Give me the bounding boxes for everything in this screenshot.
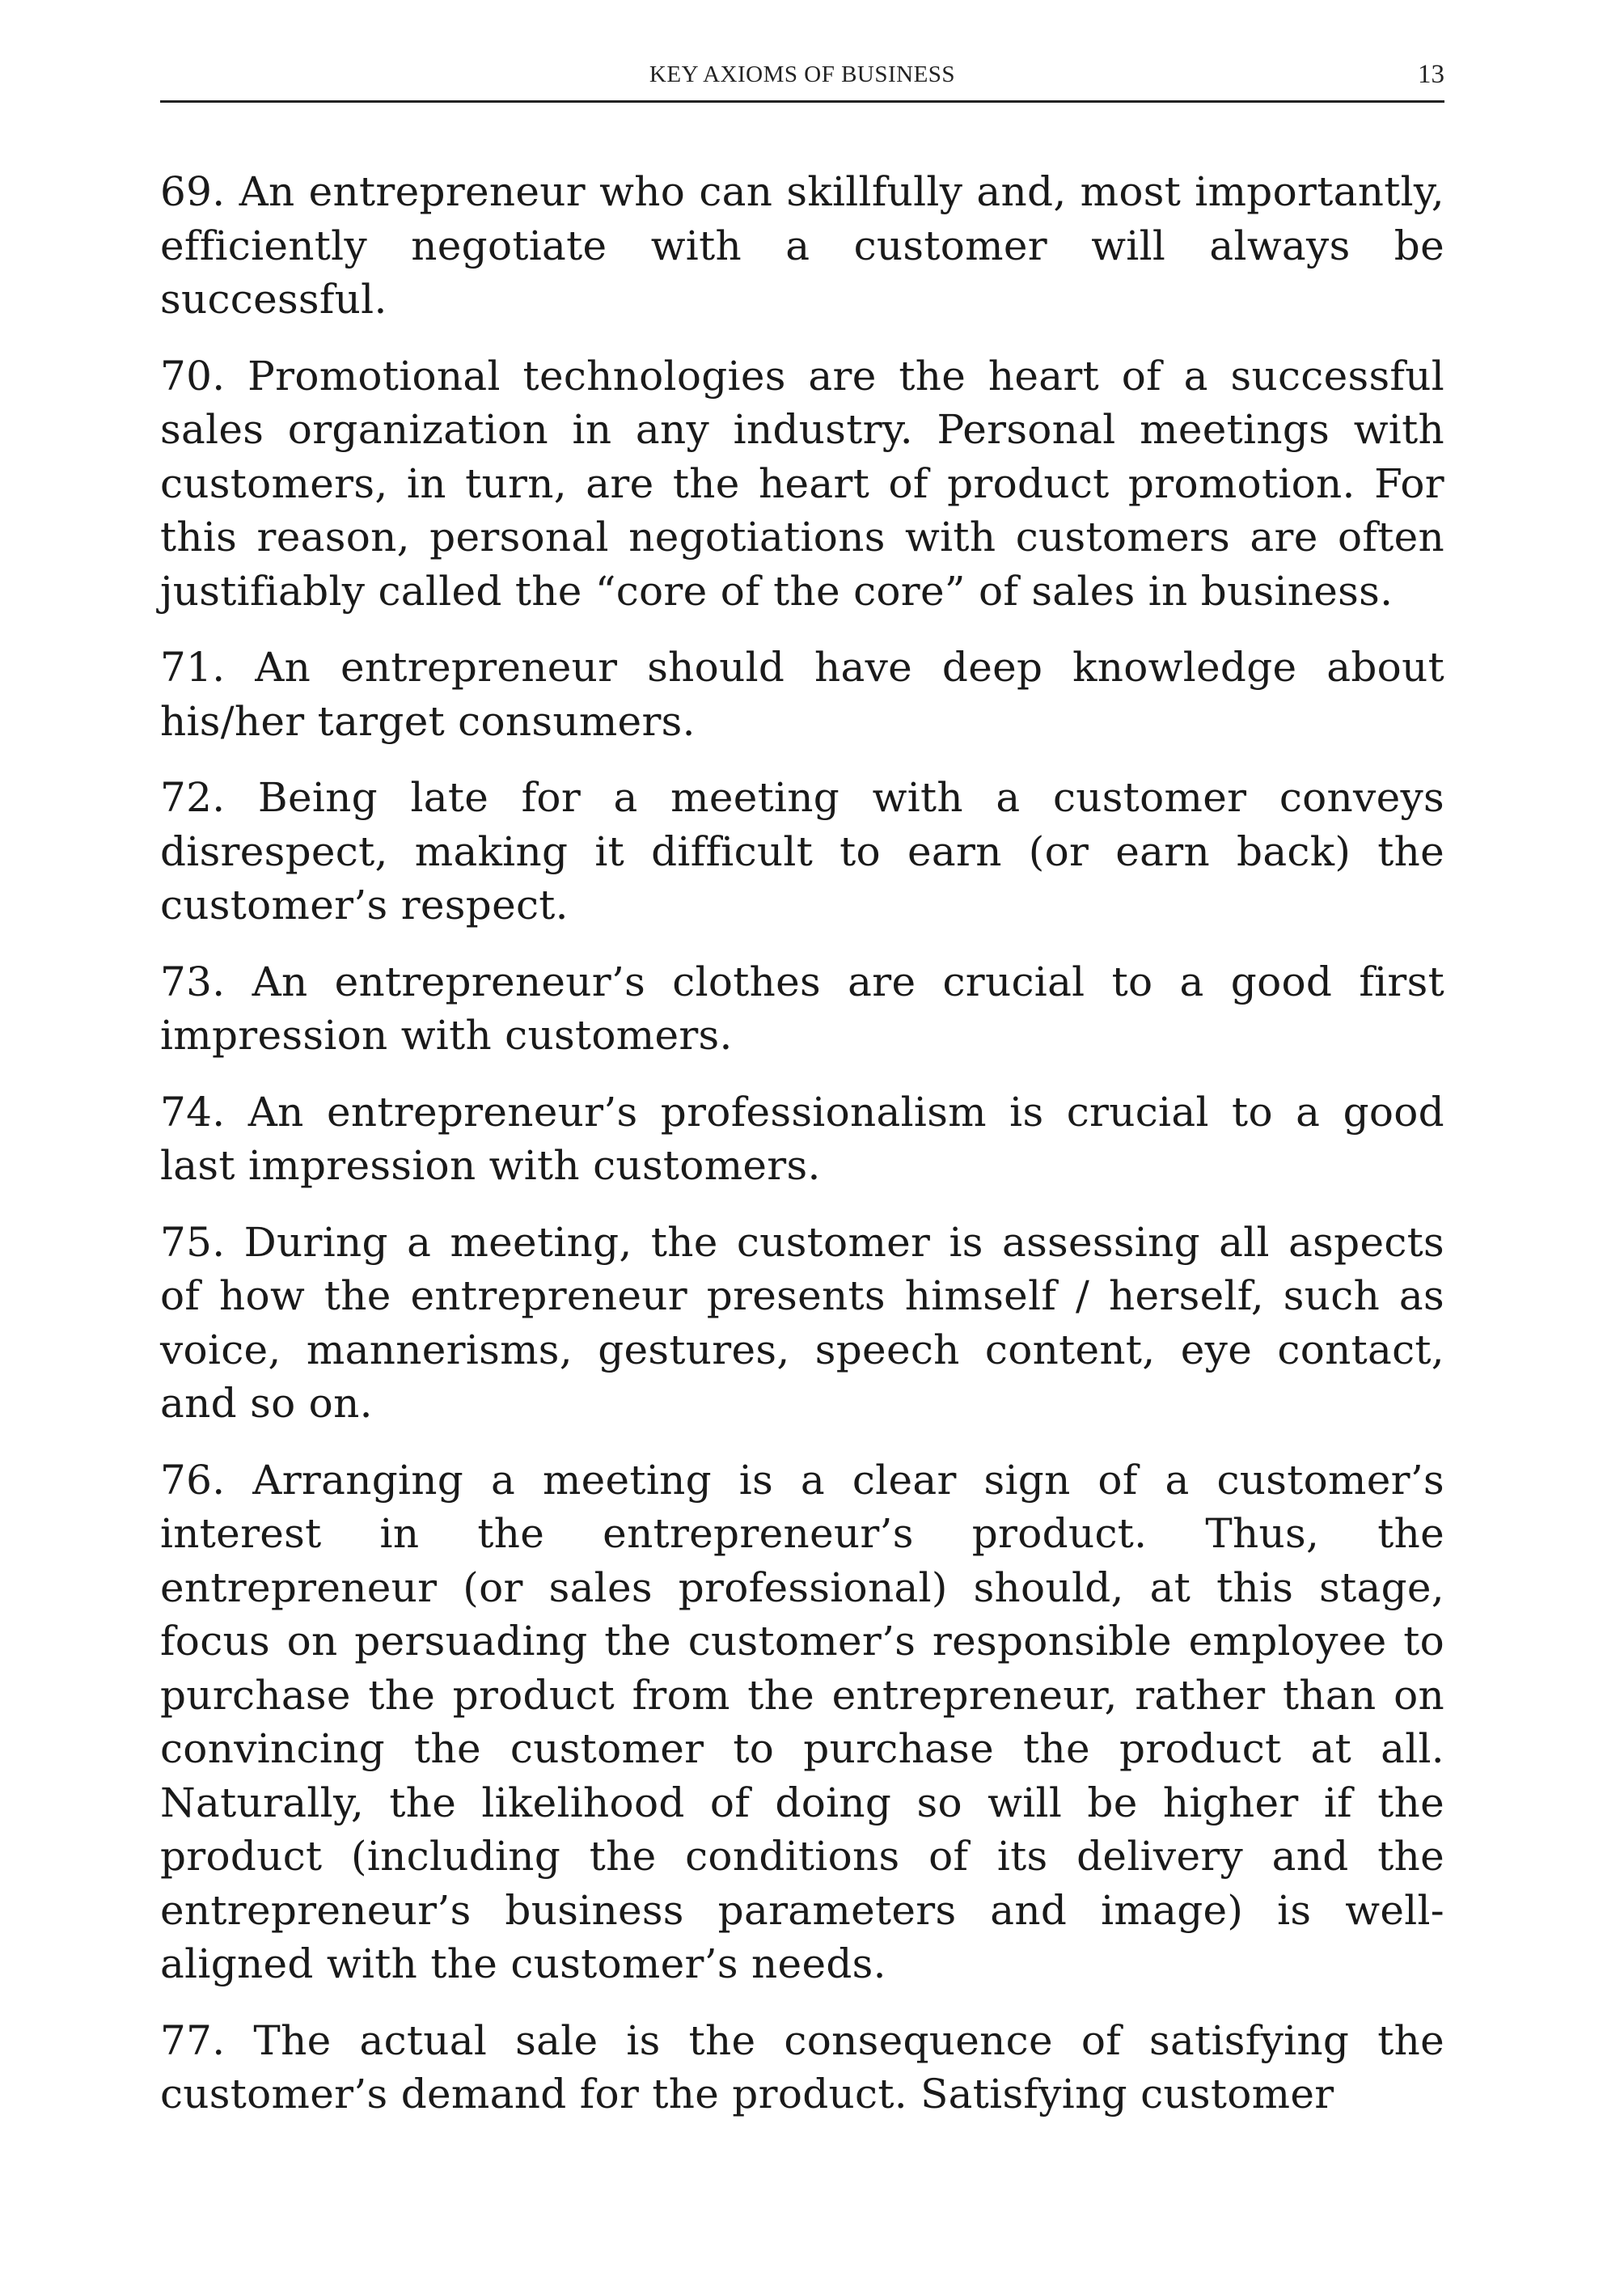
axiom-74 bbox=[160, 1085, 1444, 1193]
axiom-text: During a meeting, the customer is assessing all aspects of how the entrepreneur presents himself / herself, such as voice, mannerisms, gestures, speech content, eye contact, and so on. bbox=[160, 1218, 1444, 1427]
axiom-text: An entrepreneur should have deep knowledge about his/her target consumers. bbox=[160, 644, 1444, 745]
axiom-text: An entrepreneur’s professionalism is crucial to a good last impression with customers. bbox=[160, 1088, 1444, 1189]
axiom-text: Arranging a meeting is a clear sign of a customer’s interest in the entrepreneur’s product. Thus, the entrepreneur (or sales professional) should, at this stage, focus on persuading the customer’s responsible employee to purchase the product from the entrepreneur, rather than on convincing the customer to purchase the product at all. Naturally, the likelihood of doing so will be higher if the product (including the conditions of its delivery and the entrepreneur’s business parameters and image) is well-aligned with the customer’s needs. bbox=[160, 1456, 1444, 1987]
page-number: 13 bbox=[1418, 60, 1444, 89]
axiom-75 bbox=[160, 1216, 1444, 1431]
axiom-73 bbox=[160, 955, 1444, 1063]
axiom-69 bbox=[160, 165, 1444, 327]
body-text bbox=[160, 165, 1444, 2144]
axiom-number: 70. bbox=[160, 352, 226, 400]
axiom-72 bbox=[160, 771, 1444, 933]
axiom-number: 76. bbox=[160, 1456, 226, 1504]
axiom-text: Promotional technologies are the heart of a successful sales organization in any industry. Personal meetings with customers, in turn, are the heart of product promotion. For this reason, personal negotiations with customers are often justifiably called the “core of the core” of sales in business. bbox=[160, 352, 1444, 615]
axiom-number: 72. bbox=[160, 774, 226, 821]
page-header bbox=[160, 58, 1444, 103]
axiom-text: Being late for a meeting with a customer conveys disrespect, making it difficult to earn (or earn back) the customer’s respect. bbox=[160, 774, 1444, 929]
running-title: KEY AXIOMS OF BUSINESS bbox=[649, 61, 956, 87]
axiom-77 bbox=[160, 2014, 1444, 2122]
axiom-76 bbox=[160, 1453, 1444, 1991]
axiom-71 bbox=[160, 641, 1444, 748]
axiom-text: An entrepreneur’s clothes are crucial to a good first impression with customers. bbox=[160, 958, 1444, 1059]
axiom-70 bbox=[160, 349, 1444, 619]
axiom-text: The actual sale is the consequence of satisfying the customer’s demand for the product. Satisfying customer bbox=[160, 2016, 1444, 2117]
axiom-number: 77. bbox=[160, 2016, 226, 2064]
axiom-number: 74. bbox=[160, 1088, 226, 1136]
axiom-number: 73. bbox=[160, 958, 226, 1005]
axiom-number: 71. bbox=[160, 644, 226, 691]
axiom-number: 75. bbox=[160, 1218, 226, 1266]
axiom-number: 69. bbox=[160, 168, 226, 215]
axiom-text: An entrepreneur who can skillfully and, most importantly, efficiently negotiate with a customer will always be successful. bbox=[160, 168, 1444, 323]
